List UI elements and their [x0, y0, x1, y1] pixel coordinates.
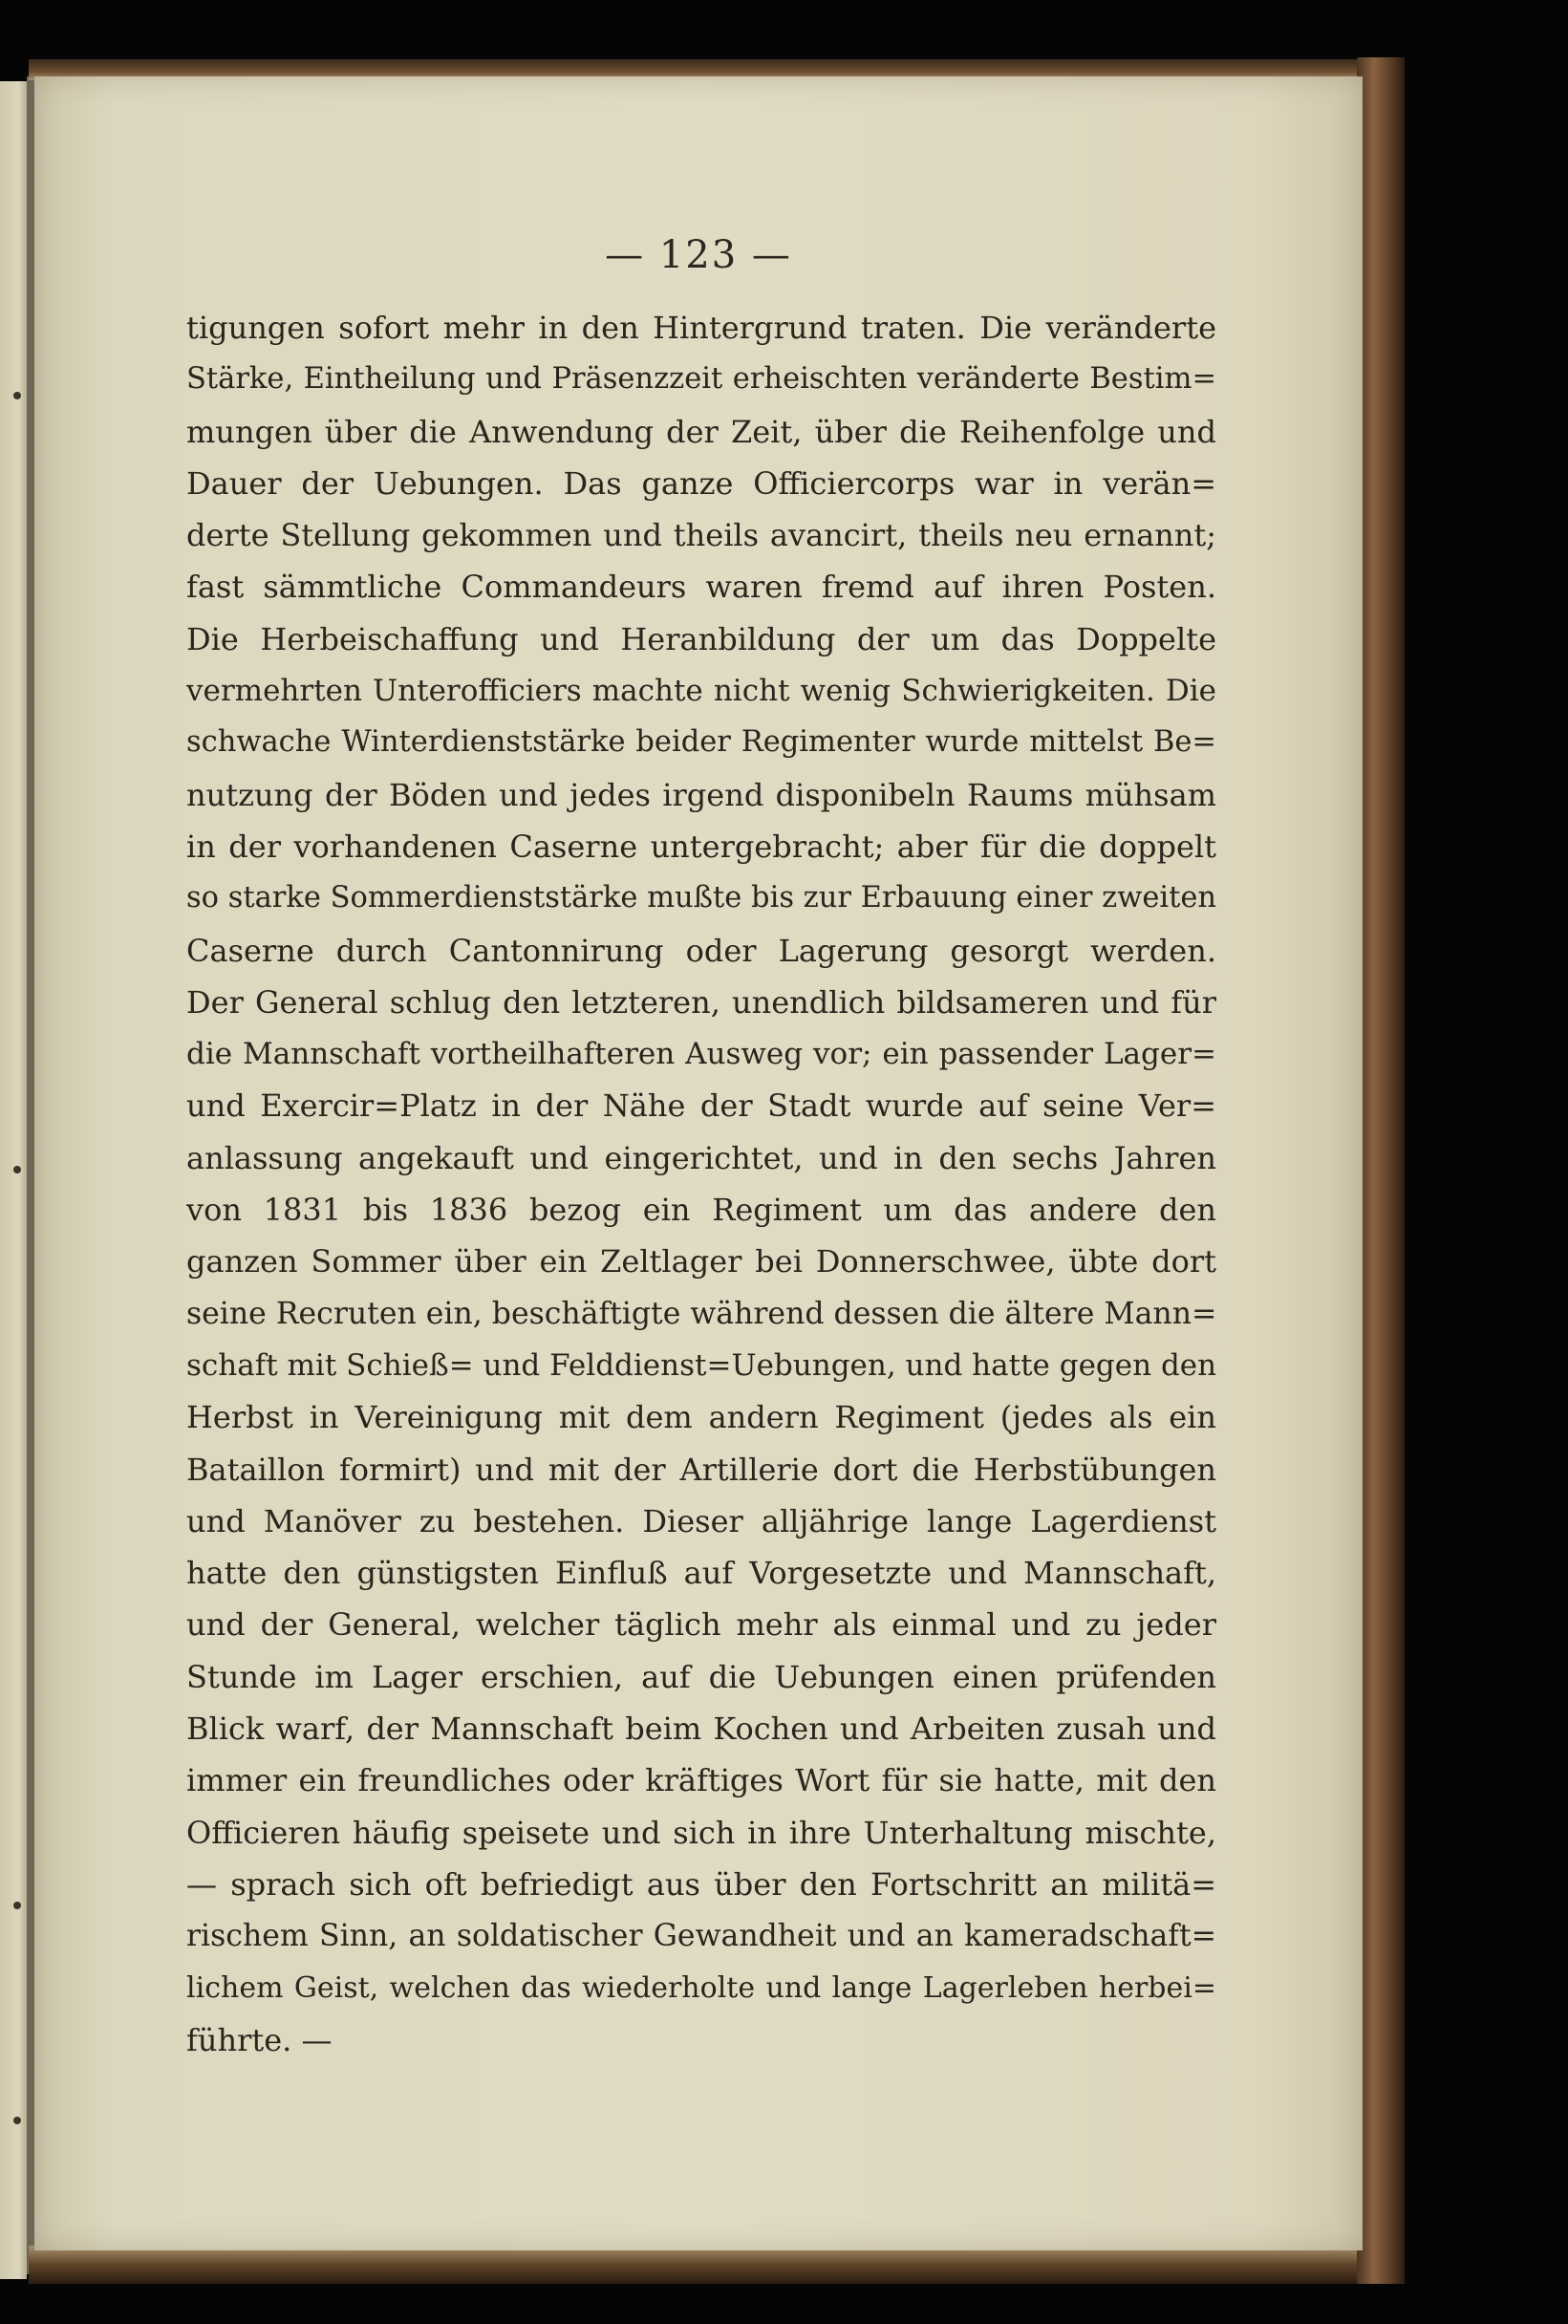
- text-line: Dauer der Uebungen. Das ganze Officiercorps war in verän=: [186, 464, 1216, 502]
- text-line: derte Stellung gekommen und theils avancirt, theils neu ernannt;: [186, 517, 1216, 554]
- page-number: — 123 —: [605, 233, 792, 277]
- text-line: hatte den günstigsten Einfluß auf Vorgesetzte und Mannschaft,: [186, 1555, 1216, 1592]
- text-line: nutzung der Böden und jedes irgend disponibeln Raums mühsam: [186, 776, 1216, 813]
- text-line: Officieren häufig speisete und sich in ihre Unterhaltung mischte,: [186, 1814, 1216, 1851]
- margin-mark: [13, 2117, 21, 2124]
- text-line: und der General, welcher täglich mehr als einmal und zu jeder: [186, 1606, 1216, 1644]
- text-line: immer ein freundliches oder kräftiges Wort für sie hatte, mit den: [186, 1762, 1216, 1799]
- text-line: so starke Sommerdienststärke mußte bis zur Erbauung einer zweiten: [186, 881, 1216, 915]
- text-line: und Manöver zu bestehen. Dieser alljährige lange Lagerdienst: [186, 1502, 1216, 1539]
- text-line: tigungen sofort mehr in den Hintergrund traten. Die veränderte: [186, 310, 1216, 346]
- text-line: ganzen Sommer über ein Zeltlager bei Donnerschwee, übte dort: [186, 1243, 1216, 1280]
- facing-page-edge: [0, 81, 27, 2279]
- body-text: [186, 302, 1216, 2066]
- text-line: schwache Winterdienststärke beider Regimenter wurde mittelst Be=: [186, 725, 1216, 760]
- book-gutter: [27, 76, 34, 2274]
- text-line: mungen über die Anwendung der Zeit, über die Reihenfolge und: [186, 413, 1216, 450]
- book-page: [34, 76, 1363, 2250]
- text-line: schaft mit Schieß= und Felddienst=Uebungen, und hatte gegen den: [186, 1347, 1216, 1383]
- text-line: rischem Sinn, an soldatischer Gewandheit und an kameradschaft=: [186, 1919, 1216, 1954]
- text-line: in der vorhandenen Caserne untergebracht; aber für die doppelt: [186, 828, 1216, 865]
- text-line: die Mannschaft vortheilhafteren Ausweg vor; ein passender Lager=: [186, 1037, 1216, 1072]
- cover-right-edge: [1357, 57, 1405, 2284]
- text-line: Stärke, Eintheilung und Präsenzzeit erheischten veränderte Bestim=: [186, 362, 1216, 397]
- text-line: von 1831 bis 1836 bezog ein Regiment um das andere den: [186, 1192, 1216, 1229]
- margin-mark: [13, 392, 21, 399]
- text-line: Caserne durch Cantonnirung oder Lagerung gesorgt werden.: [186, 932, 1216, 969]
- text-line: Stunde im Lager erschien, auf die Uebungen einen prüfenden: [186, 1658, 1216, 1695]
- text-line: Herbst in Vereinigung mit dem andern Regiment (jedes als ein: [186, 1399, 1216, 1436]
- text-line: Die Herbeischaffung und Heranbildung der um das Doppelte: [186, 620, 1216, 657]
- text-line: führte. —: [186, 2021, 333, 2058]
- text-line: anlassung angekauft und eingerichtet, und in den sechs Jahren: [186, 1139, 1216, 1176]
- text-line: fast sämmtliche Commandeurs waren fremd auf ihren Posten.: [186, 569, 1216, 606]
- text-line: Blick warf, der Mannschaft beim Kochen und Arbeiten zusah und: [186, 1711, 1216, 1748]
- text-line: — sprach sich oft befriedigt aus über den Fortschritt an militä=: [186, 1865, 1216, 1903]
- text-line: Der General schlug den letzteren, unendlich bildsameren und für: [186, 983, 1216, 1021]
- text-line: vermehrten Unterofficiers machte nicht wenig Schwierigkeiten. Die: [186, 674, 1216, 709]
- text-line: Bataillon formirt) und mit der Artillerie dort die Herbstübungen: [186, 1451, 1216, 1488]
- text-line: lichem Geist, welchen das wiederholte und lange Lagerleben herbei=: [186, 1970, 1216, 2005]
- cover-bottom-edge: [29, 2246, 1405, 2284]
- margin-mark: [13, 1166, 21, 1173]
- text-line: seine Recruten ein, beschäftigte während dessen die ältere Mann=: [186, 1296, 1216, 1331]
- margin-mark: [13, 1902, 21, 1909]
- text-line: und Exercir=Platz in der Nähe der Stadt wurde auf seine Ver=: [186, 1087, 1216, 1125]
